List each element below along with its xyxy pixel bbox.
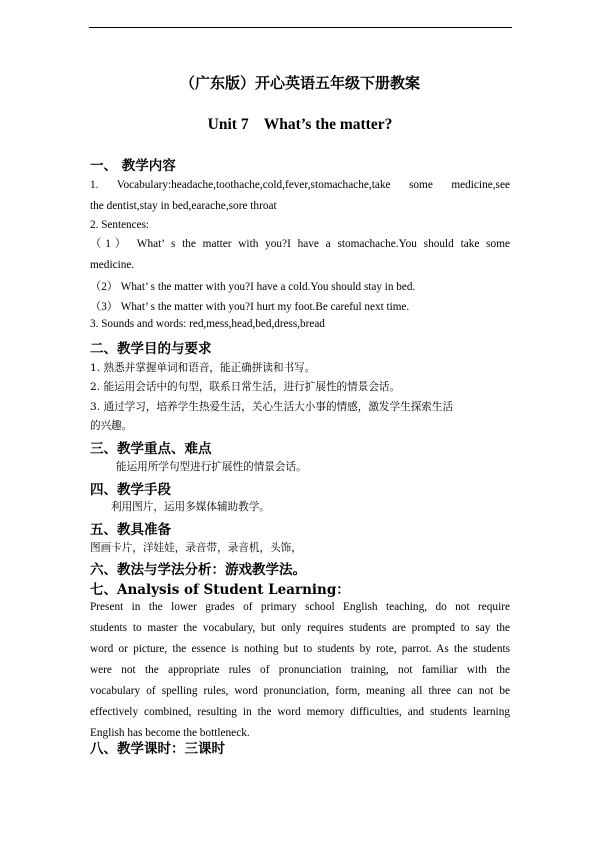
section-1-heading: 一、 教学内容: [90, 158, 176, 174]
section-5-heading: 五、教具准备: [90, 522, 171, 538]
section-6-heading: 六、教法与学法分析：游戏教学法。: [90, 562, 306, 578]
analysis-line-1: Present in the lower grades of primary school English teaching, do not require: [90, 601, 510, 613]
analysis-line-7: English has become the bottleneck.: [90, 727, 250, 739]
sentence-1-line-2: medicine.: [90, 259, 135, 271]
vocabulary-line-2: the dentist,stay in bed,earache,sore throat: [90, 200, 277, 212]
sentence-1-line-1: （1） What’ s the matter with you?I have a stomachache.You should take some: [90, 238, 510, 250]
key-points-text: 能运用所学句型进行扩展性的情景会话。: [116, 461, 307, 473]
sentence-1: [90, 234, 510, 276]
sounds-and-words: 3. Sounds and words: red,mess,head,bed,dress,bread: [90, 318, 325, 330]
teaching-means-text: 利用图片，运用多媒体辅助教学。: [111, 501, 270, 513]
vocabulary-line-1: 1. Vocabulary:headache,toothache,cold,fever,stomachache,take some medicine,see: [90, 179, 510, 191]
objective-2: 2. 能运用会话中的句型，联系日常生活，进行扩展性的情景会话。: [90, 381, 401, 393]
analysis-paragraph: [90, 597, 510, 744]
sentences-label: 2. Sentences:: [90, 219, 150, 231]
document-title: （广东版）开心英语五年级下册教案: [179, 74, 420, 92]
unit-title: Unit 7 What’s the matter?: [207, 116, 393, 133]
analysis-line-6: effectively combined, resulting in the word memory difficulties, and students learning: [90, 706, 510, 718]
sentence-2: （2） What’ s the matter with you?I have a cold.You should stay in bed.: [90, 281, 416, 293]
vocabulary-line: [90, 175, 510, 217]
objective-1: 1. 熟悉并掌握单词和语音，能正确拼读和书写。: [90, 362, 316, 374]
section-2-heading: 二、教学目的与要求: [90, 341, 212, 357]
section-7-heading: 七、Analysis of Student Learning：: [90, 582, 350, 598]
teaching-aids-text: 图画卡片，洋娃娃，录音带，录音机，头饰，: [90, 542, 302, 554]
analysis-line-3: word or picture, the essence is nothing but to students by rote, parrot. As the students: [90, 643, 510, 655]
analysis-line-5: vocabulary of spelling rules, word pronunciation, form, meaning all three can not be: [90, 685, 510, 697]
analysis-line-2: students to master the vocabulary, but only requires students are prompted to say the: [90, 622, 510, 634]
section-8-heading: 八、教学课时：三课时: [90, 741, 225, 757]
section-4-heading: 四、教学手段: [90, 482, 171, 498]
objective-3-line-2: 的兴趣。: [90, 420, 133, 432]
header-rule: [89, 27, 512, 28]
analysis-line-4: were not the appropriate rules of pronunciation training, not familiar with the: [90, 664, 510, 676]
objective-3-line-1: 3. 通过学习，培养学生热爱生活，关心生活大小事的情感，激发学生探索生活: [90, 401, 454, 413]
sentence-3: （3） What’ s the matter with you?I hurt my foot.Be careful next time.: [90, 301, 410, 313]
section-3-heading: 三、教学重点、难点: [90, 441, 212, 457]
